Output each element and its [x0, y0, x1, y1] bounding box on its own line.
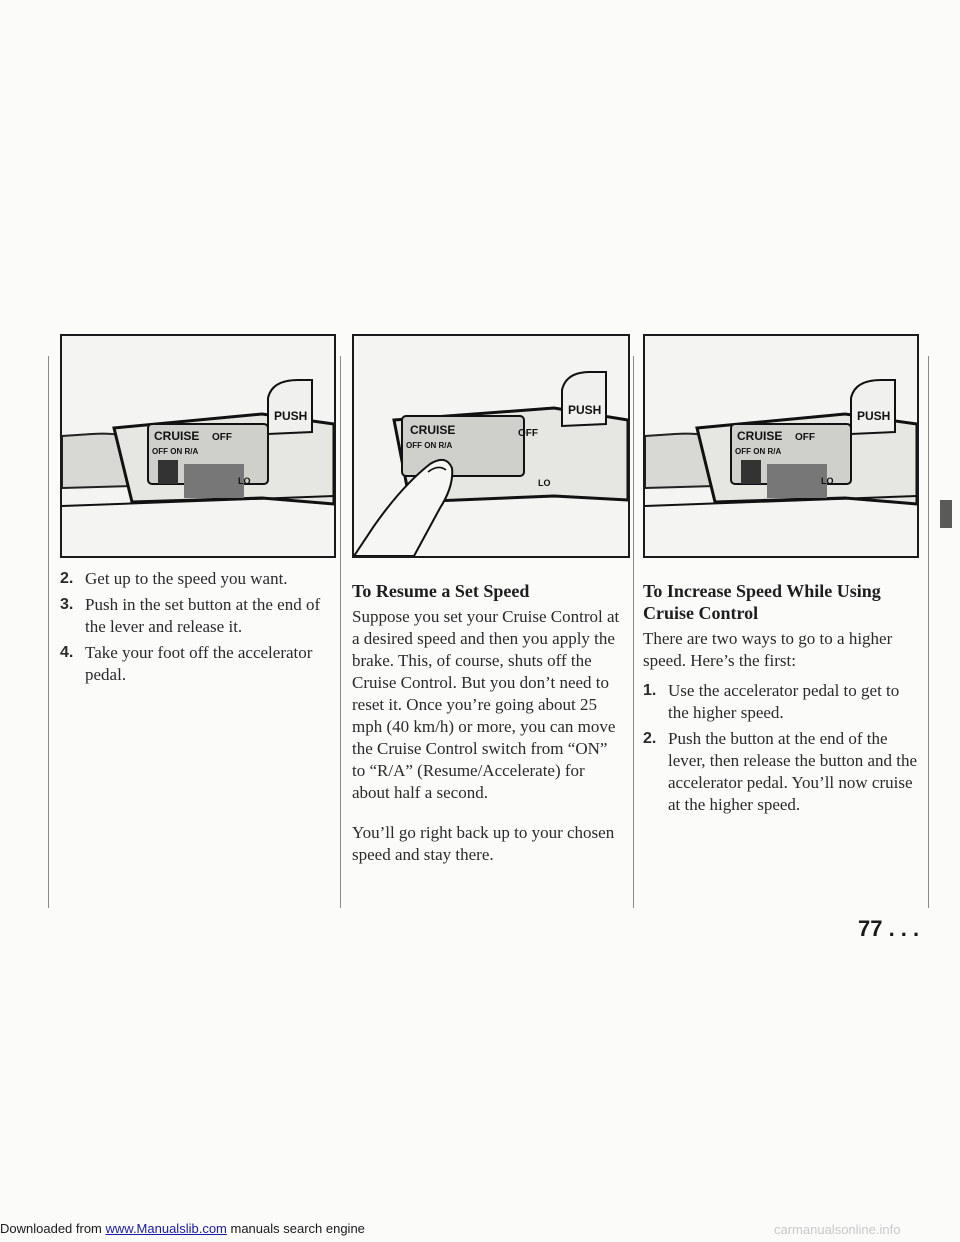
label-push: PUSH: [568, 403, 602, 417]
label-lo: LO: [821, 476, 834, 486]
footer: [0, 1221, 365, 1236]
manualslib-link[interactable]: www.Manualslib.com: [105, 1221, 227, 1236]
heading-resume-speed: To Resume a Set Speed: [352, 581, 530, 601]
label-push: PUSH: [857, 409, 891, 423]
column-rule-left: [48, 356, 49, 908]
step-1-right: [643, 680, 921, 724]
step-text: Get up to the speed you want.: [85, 569, 288, 588]
cruise-lever-illustration: [62, 336, 334, 556]
step-number: 4.: [60, 644, 74, 661]
step-number: 1.: [643, 682, 657, 699]
step-3-left: [60, 594, 338, 638]
step-2-left: [60, 568, 335, 590]
heading-increase-speed: To Increase Speed While Using Cruise Control: [643, 581, 881, 623]
page-number: 77 . . .: [858, 916, 920, 941]
label-off: OFF: [212, 432, 232, 443]
step-text: Push in the set button at the end of the lever and release it.: [85, 595, 321, 636]
label-off: OFF: [795, 432, 815, 443]
footer-suffix: manuals search engine: [226, 1221, 365, 1236]
figure-cruise-lever-2: [352, 334, 630, 558]
label-off-on-ra: OFF ON R/A: [152, 447, 199, 456]
paragraph-resume-2: You’ll go right back up to your chosen speed and stay there.: [352, 823, 615, 864]
watermark: carmanualsonline.info: [774, 1222, 901, 1237]
section-tab-mark: [940, 500, 952, 528]
column-rule-edge: [928, 356, 929, 908]
step-4-left: [60, 642, 335, 686]
cruise-lever-finger-illustration: [354, 336, 628, 556]
figure-cruise-lever-3: [643, 334, 919, 558]
label-cruise: CRUISE: [410, 423, 456, 437]
step-number: 2.: [643, 730, 657, 747]
label-push: PUSH: [274, 409, 308, 423]
paragraph-resume-1: Suppose you set your Cruise Control at a desired speed and then you apply the brake. This, of course, shuts off the Cruise Control. But you don’t need to reset it. Once you’re going about 25 mph (40 km/h) or more, you can move the Cruise Control switch from “ON” to “R/A” (Resume/Accelerate) for about half a second.: [352, 607, 620, 802]
step-number: 2.: [60, 570, 74, 587]
column-rule-right: [633, 356, 634, 908]
label-lo: LO: [238, 476, 251, 486]
column-rule-middle: [340, 356, 341, 908]
step-text: Take your foot off the accelerator pedal.: [85, 643, 313, 684]
cruise-lever-illustration: [645, 336, 917, 556]
label-off-on-ra: OFF ON R/A: [735, 447, 782, 456]
paragraph-increase-intro: There are two ways to go to a higher speed. Here’s the first:: [643, 629, 893, 670]
figure-cruise-lever-1: [60, 334, 336, 558]
label-lo: LO: [538, 478, 551, 488]
label-cruise: CRUISE: [737, 429, 783, 443]
step-2-right: [643, 728, 921, 816]
step-number: 3.: [60, 596, 74, 613]
label-off: OFF: [518, 428, 538, 439]
label-cruise: CRUISE: [154, 429, 200, 443]
step-text: Use the accelerator pedal to get to the higher speed.: [668, 681, 900, 722]
label-off-on-ra: OFF ON R/A: [406, 441, 453, 450]
step-text: Push the button at the end of the lever, then release the button and the accelerator pedal. You’ll now cruise at the higher speed.: [668, 729, 918, 814]
footer-prefix: Downloaded from: [0, 1221, 106, 1236]
